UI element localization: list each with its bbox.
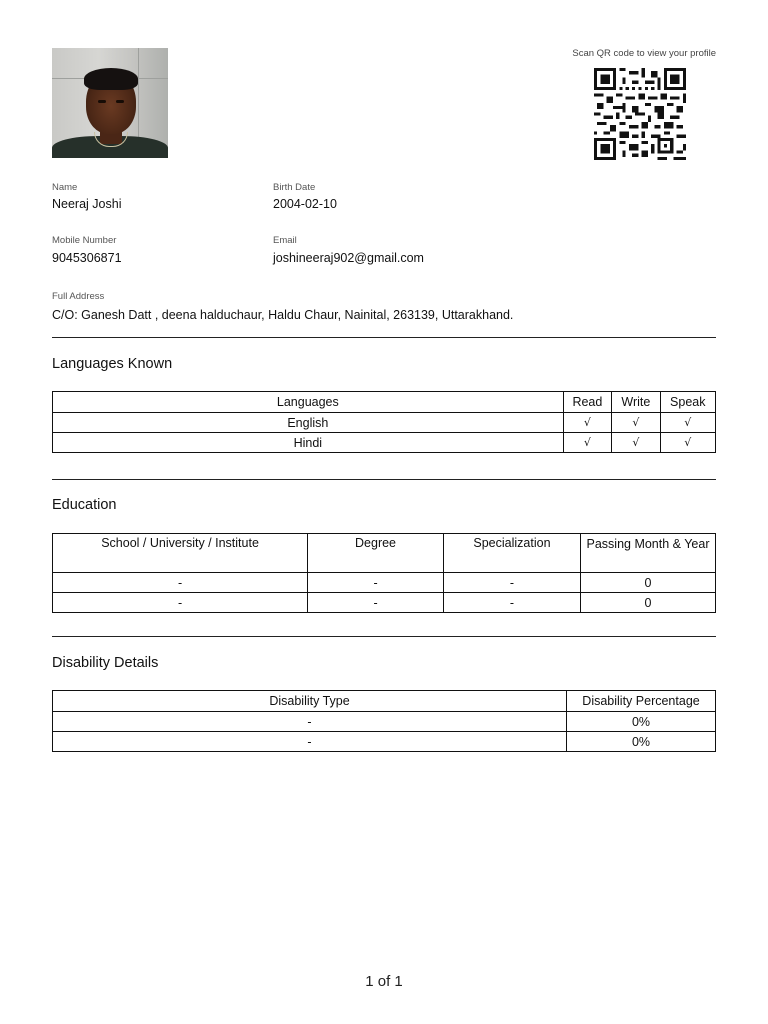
table-row	[53, 573, 716, 593]
table-row	[53, 732, 716, 752]
header-disability-type: Disability Type	[53, 691, 567, 712]
passing-year-cell: 0	[581, 593, 716, 613]
table-row	[53, 413, 716, 433]
name-label: Name	[52, 182, 78, 193]
read-check-icon: √	[563, 433, 611, 453]
birth-date-label: Birth Date	[273, 182, 316, 193]
email-label: Email	[273, 235, 297, 246]
email-value: joshineeraj902@gmail.com	[273, 251, 424, 265]
institute-cell: -	[53, 573, 308, 593]
address-value: C/O: Ganesh Datt , deena halduchaur, Haldu Chaur, Nainital, 263139, Uttarakhand.	[52, 308, 514, 322]
header-passing-year: Passing Month & Year	[581, 534, 716, 573]
table-header-row	[53, 534, 716, 573]
qr-code-icon[interactable]	[592, 68, 688, 160]
header-institute: School / University / Institute	[53, 534, 308, 573]
header-speak: Speak	[660, 392, 715, 413]
disability-title: Disability Details	[52, 655, 159, 671]
table-row	[53, 712, 716, 732]
section-divider	[52, 636, 716, 637]
languages-table	[52, 391, 716, 453]
header-degree: Degree	[308, 534, 444, 573]
speak-check-icon: √	[660, 433, 715, 453]
table-header-row	[53, 392, 716, 413]
speak-check-icon: √	[660, 413, 715, 433]
profile-photo	[52, 48, 168, 158]
disability-type-cell: -	[53, 712, 567, 732]
disability-percentage-cell: 0%	[567, 732, 716, 752]
mobile-value: 9045306871	[52, 251, 122, 265]
disability-table	[52, 690, 716, 752]
qr-caption: Scan QR code to view your profile	[572, 48, 716, 59]
photo-wall-line	[138, 48, 139, 138]
education-title: Education	[52, 497, 117, 513]
mobile-label: Mobile Number	[52, 235, 117, 246]
header-specialization: Specialization	[443, 534, 580, 573]
birth-date-value: 2004-02-10	[273, 197, 337, 211]
table-row	[53, 433, 716, 453]
table-header-row	[53, 691, 716, 712]
specialization-cell: -	[443, 573, 580, 593]
header-disability-percentage: Disability Percentage	[567, 691, 716, 712]
name-value: Neeraj Joshi	[52, 197, 122, 211]
read-check-icon: √	[563, 413, 611, 433]
header-languages: Languages	[53, 392, 564, 413]
write-check-icon: √	[612, 433, 660, 453]
institute-cell: -	[53, 593, 308, 613]
languages-title: Languages Known	[52, 356, 173, 372]
degree-cell: -	[308, 573, 444, 593]
section-divider	[52, 337, 716, 338]
photo-eye	[116, 100, 124, 103]
language-cell: Hindi	[53, 433, 564, 453]
write-check-icon: √	[612, 413, 660, 433]
passing-year-cell: 0	[581, 573, 716, 593]
table-row	[53, 593, 716, 613]
education-table	[52, 533, 716, 613]
section-divider	[52, 479, 716, 480]
address-label: Full Address	[52, 291, 105, 302]
disability-type-cell: -	[53, 732, 567, 752]
page-indicator: 1 of 1	[365, 973, 403, 990]
header-read: Read	[563, 392, 611, 413]
language-cell: English	[53, 413, 564, 433]
photo-eye	[98, 100, 106, 103]
disability-percentage-cell: 0%	[567, 712, 716, 732]
header-write: Write	[612, 392, 660, 413]
photo-hair	[84, 68, 138, 90]
specialization-cell: -	[443, 593, 580, 613]
degree-cell: -	[308, 593, 444, 613]
